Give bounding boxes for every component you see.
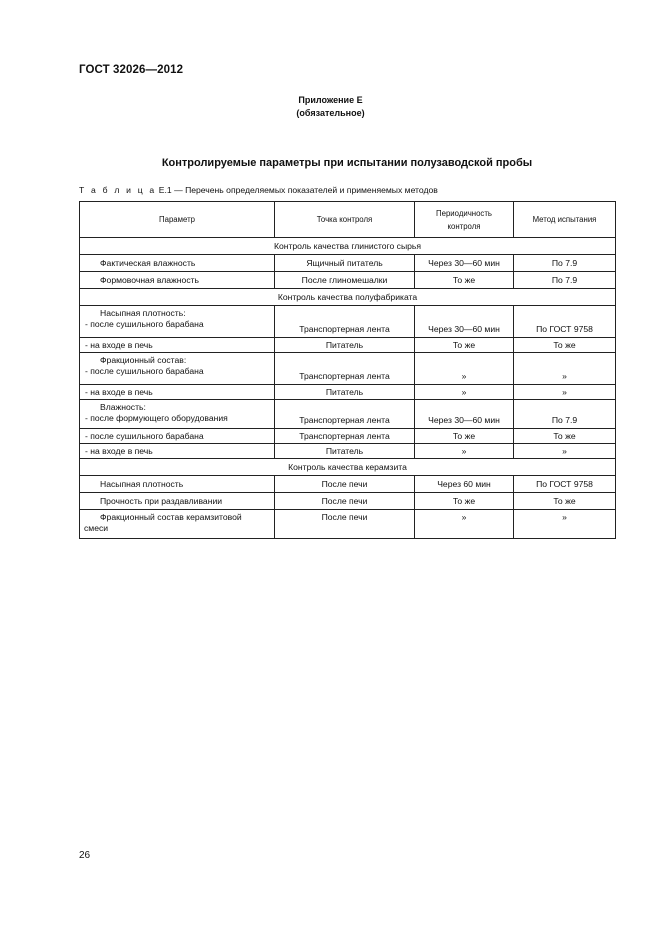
cell-point: После глиномешалки bbox=[275, 272, 415, 289]
table-row bbox=[80, 353, 616, 385]
cell-period: То же bbox=[415, 338, 514, 353]
cell-param: Формовочная влажность bbox=[80, 272, 275, 289]
param-line: - после формующего оборудования bbox=[85, 413, 228, 423]
table-row bbox=[80, 338, 616, 353]
cell-param bbox=[80, 353, 275, 385]
cell-period: Через 30—60 мин bbox=[415, 255, 514, 272]
header-param: Параметр bbox=[80, 202, 275, 238]
page-number: 26 bbox=[79, 850, 91, 861]
param-line: - после сушильного барабана bbox=[85, 366, 204, 376]
table-row bbox=[80, 306, 616, 338]
table-row bbox=[80, 400, 616, 429]
cell-period: Через 30—60 мин bbox=[415, 306, 514, 338]
appendix-status: (обязательное) bbox=[296, 108, 365, 118]
cell-period: » bbox=[415, 385, 514, 400]
cell-point: Транспортерная лента bbox=[275, 400, 415, 429]
cell-point: Питатель bbox=[275, 385, 415, 400]
cell-point: Ящичный питатель bbox=[275, 255, 415, 272]
table-row bbox=[80, 255, 616, 272]
section-keramzit: Контроль качества керамзита bbox=[80, 459, 616, 476]
cell-param: Насыпная плотность bbox=[80, 476, 275, 493]
cell-method: » bbox=[514, 385, 616, 400]
cell-period: Через 60 мин bbox=[415, 476, 514, 493]
cell-param bbox=[80, 400, 275, 429]
cell-point: После печи bbox=[275, 493, 415, 510]
table-caption-label: Т а б л и ц а bbox=[79, 185, 157, 195]
table-row bbox=[80, 429, 616, 444]
standard-number: ГОСТ 32026—2012 bbox=[79, 64, 184, 76]
cell-point: После печи bbox=[275, 510, 415, 539]
cell-method: » bbox=[514, 510, 616, 539]
cell-point: Транспортерная лента bbox=[275, 429, 415, 444]
cell-method: По ГОСТ 9758 bbox=[514, 476, 616, 493]
cell-period: То же bbox=[415, 429, 514, 444]
cell-method: То же bbox=[514, 429, 616, 444]
cell-period: » bbox=[415, 353, 514, 385]
table-row bbox=[80, 476, 616, 493]
cell-point: Питатель bbox=[275, 338, 415, 353]
cell-param: - после сушильного барабана bbox=[80, 429, 275, 444]
table-caption-text: Е.1 — Перечень определяемых показателей и применяемых методов bbox=[158, 185, 438, 195]
cell-method: По 7.9 bbox=[514, 400, 616, 429]
table-row bbox=[80, 510, 616, 539]
cell-point: Транспортерная лента bbox=[275, 306, 415, 338]
cell-period: Через 30—60 мин bbox=[415, 400, 514, 429]
section-row bbox=[80, 459, 616, 476]
cell-point: После печи bbox=[275, 476, 415, 493]
header-method: Метод испытания bbox=[514, 202, 616, 238]
cell-param: Фактическая влажность bbox=[80, 255, 275, 272]
cell-param bbox=[80, 306, 275, 338]
cell-param: Прочность при раздавливании bbox=[80, 493, 275, 510]
cell-period: » bbox=[415, 510, 514, 539]
section-semifinished: Контроль качества полуфабриката bbox=[80, 289, 616, 306]
header-period: Периодичность контроля bbox=[415, 202, 514, 238]
cell-method: » bbox=[514, 353, 616, 385]
cell-method: По ГОСТ 9758 bbox=[514, 306, 616, 338]
cell-param: - на входе в печь bbox=[80, 385, 275, 400]
cell-point: Питатель bbox=[275, 444, 415, 459]
param-line: Насыпная плотность: bbox=[100, 308, 186, 318]
section-row bbox=[80, 238, 616, 255]
cell-param bbox=[80, 510, 275, 539]
table-row bbox=[80, 272, 616, 289]
section-title: Контролируемые параметры при испытании полузаводской пробы bbox=[161, 157, 533, 169]
table-row bbox=[80, 444, 616, 459]
table-row bbox=[80, 385, 616, 400]
table-row bbox=[80, 493, 616, 510]
appendix-title: Приложение Е bbox=[298, 95, 363, 105]
param-line: Фракционный состав: bbox=[100, 355, 187, 365]
parameters-table bbox=[79, 201, 616, 539]
header-point: Точка контроля bbox=[275, 202, 415, 238]
param-line: Влажность: bbox=[100, 402, 146, 412]
cell-method: То же bbox=[514, 338, 616, 353]
cell-param: - на входе в печь bbox=[80, 338, 275, 353]
cell-period: То же bbox=[415, 272, 514, 289]
cell-param: - на входе в печь bbox=[80, 444, 275, 459]
cell-point: Транспортерная лента bbox=[275, 353, 415, 385]
cell-method: По 7.9 bbox=[514, 272, 616, 289]
cell-method: » bbox=[514, 444, 616, 459]
section-row bbox=[80, 289, 616, 306]
param-line: Фракционный состав керамзитовой bbox=[100, 512, 242, 522]
section-clay: Контроль качества глинистого сырья bbox=[80, 238, 616, 255]
table-caption bbox=[79, 185, 438, 195]
param-line: смеси bbox=[84, 523, 109, 533]
cell-period: То же bbox=[415, 493, 514, 510]
cell-method: То же bbox=[514, 493, 616, 510]
cell-method: По 7.9 bbox=[514, 255, 616, 272]
cell-period: » bbox=[415, 444, 514, 459]
param-line: - после сушильного барабана bbox=[85, 319, 204, 329]
table-header-row bbox=[80, 202, 616, 238]
